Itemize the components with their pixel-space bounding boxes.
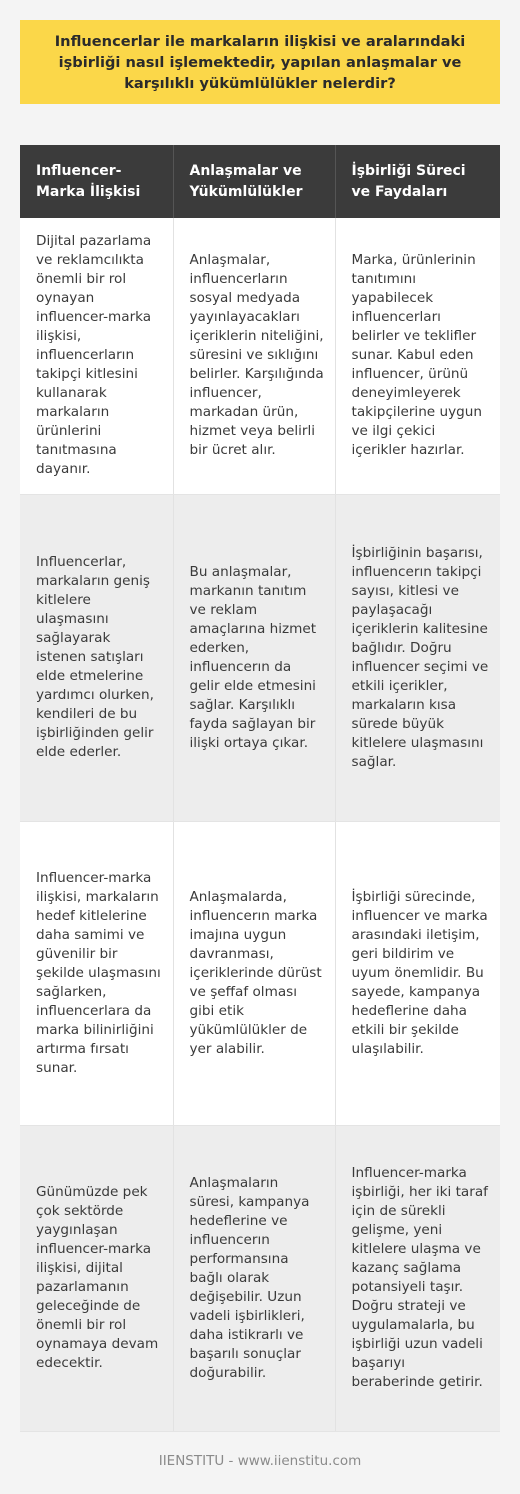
table-cell: Dijital pazarlama ve reklamcılıkta önemli bir rol oynayan influencer-marka ilişkisi, influencerların takipçi kitlesini kullanarak markaların ürünlerini tanıtmasına dayanır. (20, 218, 173, 494)
table-cell: Influencer-marka işbirliği, her iki taraf için de sürekli gelişme, yeni kitlelere ulaşma ve kazanç sağlama potansiyeli taşır. Doğru strateji ve uygulamalarla, bu işbirliği uzun vadeli başarıyı beraberinde getirir. (335, 1125, 500, 1431)
table-row (20, 1125, 500, 1431)
table-cell: İşbirliğinin başarısı, influencerın takipçi sayısı, kitlesi ve paylaşacağı içeriklerin kalitesine bağlıdır. Doğru influencer seçimi ve etkili içerikler, markaların kısa sürede büyük kitlelere ulaşmasını sağlar. (335, 494, 500, 821)
table-cell: Anlaşmaların süresi, kampanya hedeflerine ve influencerın performansına bağlı olarak değişebilir. Uzun vadeli işbirlikleri, daha istikrarlı ve başarılı sonuçlar doğurabilir. (173, 1125, 335, 1431)
title-banner (20, 20, 500, 104)
table-cell: Influencerlar, markaların geniş kitlelere ulaşmasını sağlayarak istenen satışları elde etmelerine yardımcı olurken, kendileri de bu işbirliğinden gelir elde ederler. (20, 494, 173, 821)
table-cell: Günümüzde pek çok sektörde yaygınlaşan influencer-marka ilişkisi, dijital pazarlamanın geleceğinde de önemli bir rol oynamaya devam edecektir. (20, 1125, 173, 1431)
table-cell: İşbirliği sürecinde, influencer ve marka arasındaki iletişim, geri bildirim ve uyum önemlidir. Bu sayede, kampanya hedeflerine daha etkili bir şekilde ulaşılabilir. (335, 821, 500, 1125)
table-row (20, 821, 500, 1125)
table-header-row (20, 145, 500, 218)
column-header: İşbirliği Süreci ve Faydaları (335, 145, 500, 218)
table-cell: Influencer-marka ilişkisi, markaların hedef kitlelerine daha samimi ve güvenilir bir şekilde ulaşmasını sağlarken, influencerlara da marka bilinirliğini artırma fırsatı sunar. (20, 821, 173, 1125)
table-cell: Anlaşmalarda, influencerın marka imajına uygun davranması, içeriklerinde dürüst ve şeffaf olması gibi etik yükümlülükler de yer alabilir. (173, 821, 335, 1125)
column-header: Anlaşmalar ve Yükümlülükler (173, 145, 335, 218)
table-cell: Anlaşmalar, influencerların sosyal medyada yayınlayacakları içeriklerin niteliğini, süresini ve sıklığını belirler. Karşılığında influencer, markadan ürün, hizmet veya belirli bir ücret alır. (173, 218, 335, 494)
table-cell: Marka, ürünlerinin tanıtımını yapabilecek influencerları belirler ve teklifler sunar. Kabul eden influencer, ürünü deneyimleyerek takipçilerine uygun ve ilgi çekici içerikler hazırlar. (335, 218, 500, 494)
comparison-table (20, 145, 500, 1432)
footer-credit: IIENSTITU - www.iienstitu.com (158, 1453, 362, 1469)
table-cell: Bu anlaşmalar, markanın tanıtım ve reklam amaçlarına hizmet ederken, influencerın da gelir elde etmesini sağlar. Karşılıklı fayda sağlayan bir ilişki ortaya çıkar. (173, 494, 335, 821)
table-row (20, 494, 500, 821)
column-header: Influencer-Marka İlişkisi (20, 145, 173, 218)
page-title: Influencerlar ile markaların ilişkisi ve aralarındaki işbirliği nasıl işlemektedir, yapılan anlaşmalar ve karşılıklı yükümlülükler nelerdir? (54, 32, 466, 92)
table-row (20, 218, 500, 494)
